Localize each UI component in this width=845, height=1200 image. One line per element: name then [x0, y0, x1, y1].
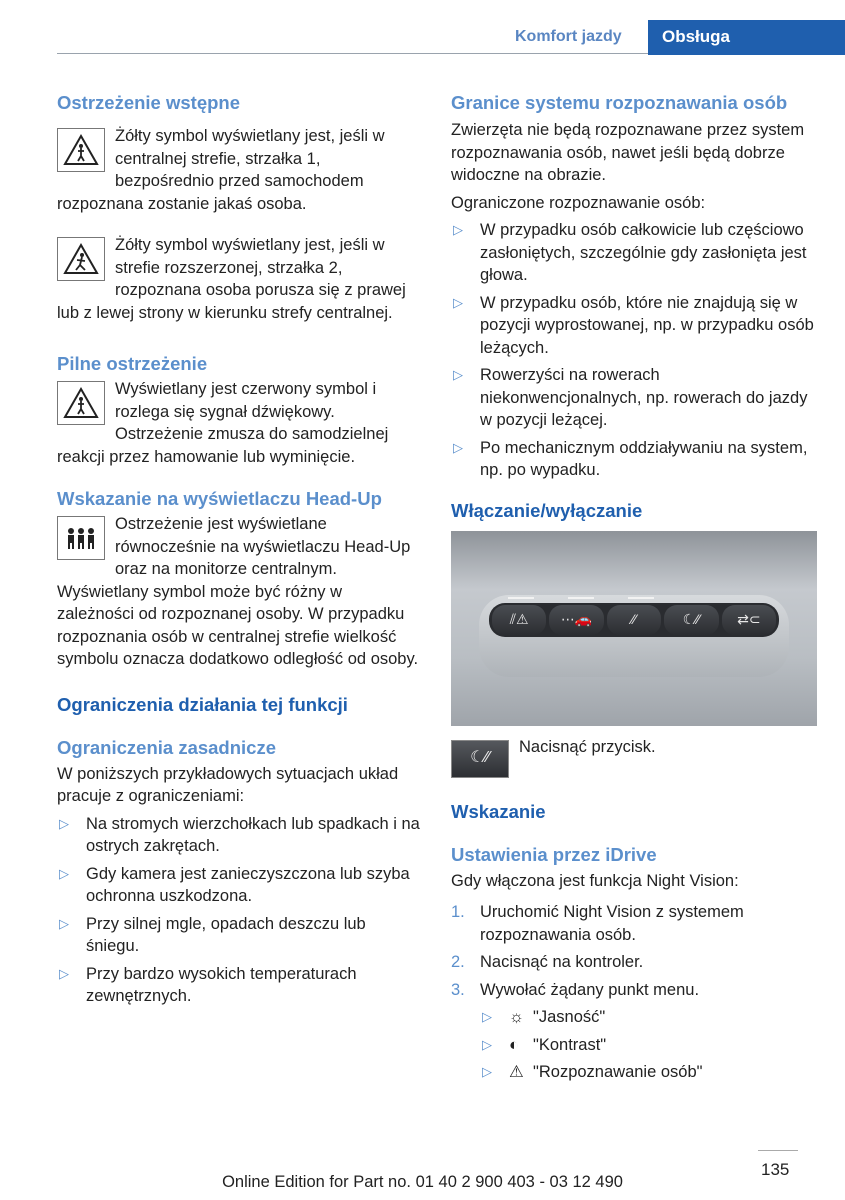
- prewarning-text-2: Żółty symbol wyświetlany jest, jeśli w strefie rozszerzonej, strzałka 2, rozpoznana osoba porusza się z prawej lub z lewej strony w kierunku strefy centralnej.: [57, 236, 406, 322]
- detection-limits-list: [451, 219, 817, 482]
- urgent-block: [57, 378, 423, 468]
- night-vision-button[interactable]: ☾⁄⁄: [664, 605, 718, 635]
- list-item: ▷ Po mechanicznym oddziaływaniu na system, np. po wypadku.: [453, 438, 808, 479]
- heading-detection-limits: Granice systemu rozpoznawania osób: [451, 92, 788, 113]
- heading-urgent: Pilne ostrzeżenie: [57, 353, 208, 374]
- lane-departure-button[interactable]: ⁄⁄: [607, 605, 661, 635]
- menu-items-list: [451, 1006, 817, 1084]
- pedestrian-moving-warning-icon: [57, 237, 105, 281]
- hud-text: Ostrzeżenie jest wyświetlane równocześnie na wyświetlaczu Head-Up oraz na monitorze centralnym. Wyświetlany symbol może być różny w zależności od rozpoznanej osoby. W przypadku rozpoznania osób w centralnej strefie wielkość symbolu oznacza dodatkowo odległość od osoby.: [57, 515, 419, 668]
- heading-limits: Ograniczenia działania tej funkcji: [57, 693, 348, 715]
- header-tab: Obsługa: [648, 20, 845, 55]
- press-text: Nacisnąć przycisk.: [519, 737, 656, 756]
- detection-text-2: Ograniczone rozpoznawanie osób:: [451, 193, 706, 212]
- triangle-right-icon: ▷: [453, 294, 463, 310]
- triangle-right-icon: ▷: [59, 865, 69, 881]
- detection-text-1: Zwierzęta nie będą rozpoznawane przez system rozpoznawania osób, nawet jeśli będą dobrze widoczne na obrazie.: [451, 121, 805, 184]
- left-column: [57, 90, 423, 1013]
- basic-limits-list: [57, 813, 423, 1008]
- heading-hud: Wskazanie na wyświetlaczu Head-Up: [57, 488, 382, 509]
- triangle-right-icon: ▷: [482, 1064, 492, 1079]
- pedestrian-urgent-icon: [57, 381, 105, 425]
- triangle-right-icon: ▷: [59, 915, 69, 931]
- list-item: ▷ Gdy kamera jest zanieczyszczona lub szyba ochronna uszkodzona.: [59, 864, 410, 905]
- right-column: [451, 90, 817, 1089]
- warning-triangle-icon: ⚠: [509, 1063, 524, 1081]
- list-item: 2. Nacisnąć na kontroler.: [451, 953, 644, 971]
- prewarning-text-1: Żółty symbol wyświetlany jest, jeśli w centralnej strefie, strzałka 1, bezpośrednio przed samochodem rozpoznana zostanie jakaś osoba.: [57, 127, 385, 213]
- contrast-icon: ◐: [509, 1035, 519, 1054]
- heading-basic-limits: Ograniczenia zasadnicze: [57, 736, 277, 758]
- menu-item-person-detection: ▷ ⚠ "Rozpoznawanie osób": [480, 1061, 817, 1084]
- triangle-right-icon: ▷: [453, 367, 463, 382]
- triangle-right-icon: ▷: [482, 1009, 492, 1024]
- lane-warning-button[interactable]: ⫽⚠: [492, 605, 546, 635]
- triangle-right-icon: ▷: [453, 439, 463, 455]
- urgent-text: Wyświetlany jest czerwony symbol i rozlega się sygnał dźwiękowy. Ostrzeżenie zmusza do samodzielnej reakcji przez hamowanie lub wyminięcie.: [57, 380, 389, 466]
- sun-icon: ☼: [509, 1008, 525, 1026]
- list-item: ▷ Przy bardzo wysokich temperaturach zewnętrznych.: [59, 964, 357, 1005]
- prewarning-block-2: [57, 234, 423, 324]
- indicator-led: [568, 597, 594, 599]
- footer-edition: Online Edition for Part no. 01 40 2 900 403 - 03 12 490: [222, 1173, 623, 1191]
- night-vision-button-icon[interactable]: ☾⁄⁄: [451, 740, 509, 778]
- heading-prewarning: Ostrzeżenie wstępne: [57, 92, 241, 113]
- press-button-row: [451, 736, 817, 778]
- list-item: ▷ Na stromych wierzchołkach lub spadkach i na ostrych zakrętach.: [59, 814, 420, 855]
- prewarning-block-1: [57, 125, 423, 215]
- list-item: ▷ Rowerzyści na rowerach niekonwencjonalnych, np. rowerach do jazdy w pozycji leżącej.: [453, 366, 808, 429]
- pedestrian-warning-icon: [57, 128, 105, 172]
- triangle-right-icon: ▷: [482, 1036, 492, 1052]
- indicator-led: [508, 597, 534, 599]
- heading-idrive: Ustawienia przez iDrive: [451, 843, 657, 865]
- triangle-right-icon: ▷: [453, 222, 463, 237]
- menu-item-brightness: ▷ ☼ "Jasność": [480, 1006, 817, 1029]
- header-section: Komfort jazdy: [515, 28, 622, 45]
- list-item: 1. Uruchomić Night Vision z systemem rozpoznawania osób.: [451, 903, 744, 944]
- triangle-right-icon: ▷: [59, 815, 69, 831]
- collision-warning-button[interactable]: ⋯🚗: [549, 605, 603, 635]
- heading-on-off: Włączanie/wyłączanie: [451, 499, 643, 521]
- hud-pedestrians-icon: [57, 516, 105, 560]
- list-item: 3. Wywołać żądany punkt menu.: [451, 980, 700, 999]
- heading-display: Wskazanie: [451, 800, 546, 822]
- triangle-right-icon: ▷: [59, 965, 69, 981]
- parking-assist-button[interactable]: ⇄⊂: [722, 605, 776, 635]
- idrive-intro: Gdy włączona jest funkcja Night Vision:: [451, 871, 739, 890]
- menu-item-contrast: ▷ ◐ "Kontrast": [480, 1034, 817, 1057]
- hud-block: [57, 513, 423, 671]
- steps-list: [451, 901, 817, 1001]
- basic-intro: W poniższych przykładowych sytuacjach układ pracuje z ograniczeniami:: [57, 764, 399, 805]
- list-item: ▷ W przypadku osób całkowicie lub częściowo zasłoniętych, szczególnie gdy zasłonięta jest głowa.: [453, 221, 807, 284]
- console-button-row: [489, 603, 779, 637]
- page-number-rule: [758, 1150, 798, 1151]
- page-number: 135: [761, 1160, 790, 1179]
- indicator-led: [628, 597, 654, 599]
- list-item: ▷ Przy silnej mgle, opadach deszczu lub śniegu.: [59, 914, 366, 955]
- button-panel-photo: [451, 531, 817, 726]
- list-item: ▷ W przypadku osób, które nie znajdują się w pozycji wyprostowanej, np. w przypadku osób leżących.: [453, 293, 814, 357]
